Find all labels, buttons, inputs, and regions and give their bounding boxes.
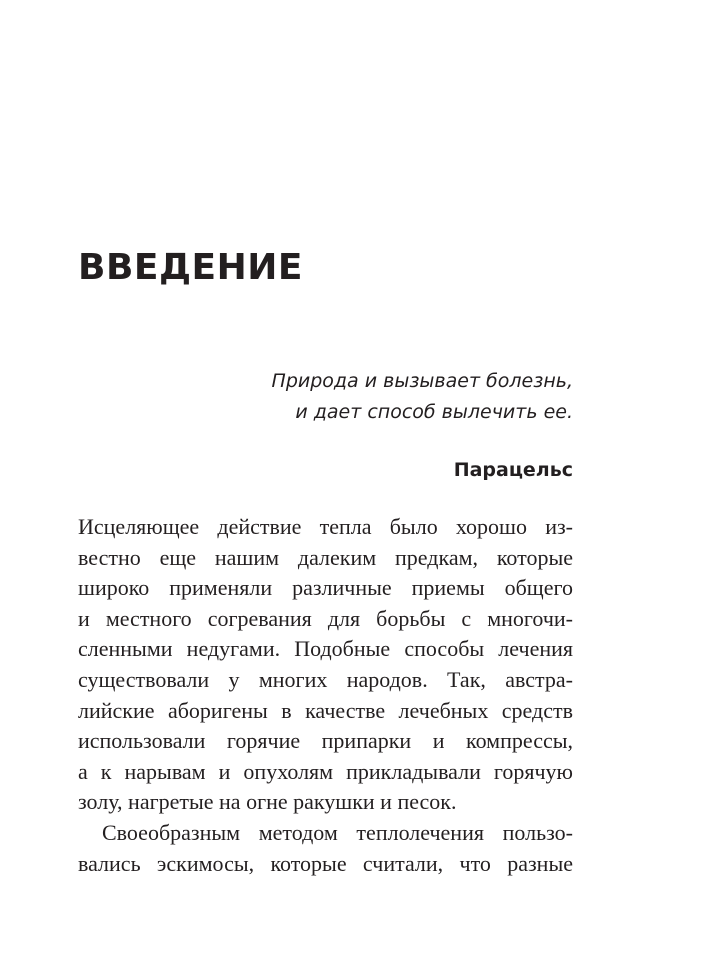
text-line: использовали горячие припарки и компрессы, [78, 728, 573, 754]
paragraph [78, 818, 573, 879]
text-line: а к нарывам и опухолям прикладывали горячую [78, 758, 573, 784]
epigraph [272, 366, 573, 428]
epigraph-line: и дает способ вылечить ее. [295, 401, 573, 423]
text-line: существовали у многих народов. Так, австра- [78, 666, 573, 692]
text-line: Исцеляющее действие тепла было хорошо из- [78, 514, 573, 539]
text-line: вались эскимосы, которые считали, что разные [78, 850, 573, 876]
text-line: Своеобразным методом теплолечения пользо- [102, 819, 573, 845]
paragraph [78, 512, 573, 818]
epigraph-author: Парацельс [453, 459, 573, 481]
text-line: широко применяли различные приемы общего [78, 575, 573, 601]
body-text [78, 512, 573, 879]
chapter-title: ВВЕДЕНИЕ [78, 247, 303, 288]
text-line: вестно еще нашим далеким предкам, которые [78, 544, 573, 570]
epigraph-line: Природа и вызывает болезнь, [271, 370, 573, 392]
text-line: лийские аборигены в качестве лечебных средств [78, 697, 573, 723]
text-line: сленными недугами. Подобные способы лечения [78, 636, 573, 662]
text-line: и местного согревания для борьбы с многочи- [78, 605, 573, 631]
text-line: золу, нагретые на огне ракушки и песок. [78, 789, 457, 815]
